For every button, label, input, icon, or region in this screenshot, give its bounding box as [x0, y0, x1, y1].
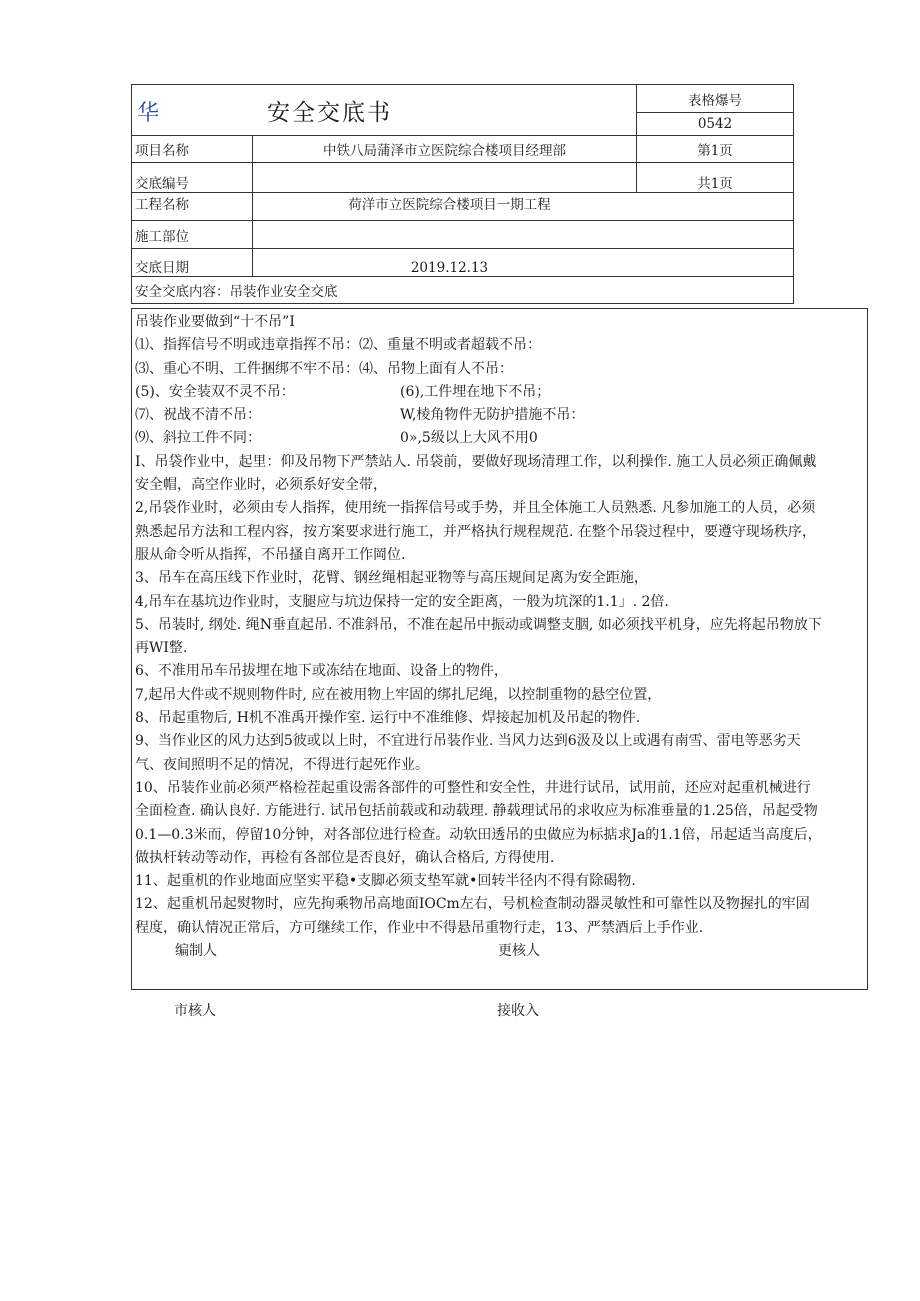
paragraph-line: 6、不准用吊车吊拔埋在地下或冻结在地面、设备上的物件，: [135, 663, 508, 680]
rule-item: W,棱角物件无防护措施不吊：: [400, 407, 585, 424]
page-no: 第1页: [637, 136, 794, 163]
project-name: 中铁八局蒲泽市立医院综合楼项目经理部: [253, 136, 637, 163]
safety-paragraph: [135, 870, 864, 893]
paragraph-line: 安全帽，高空作业时，必须系好安全带，: [135, 477, 387, 494]
paragraph-line: 0.1—0.3米而，停留10分钟，对各部位进行检查。动软田透吊的虫做应为标掂求Ja的1.1倍，吊起适当高度后，: [135, 826, 822, 843]
rule-row: [135, 427, 864, 450]
paragraph-line: 气、夜间照明不足的情况，不得进行起死作业。: [135, 756, 429, 773]
paragraph-line: 程度，确认情况正常后，方可继续工作，作业中不得悬吊重物行走，13、严禁酒后上手作业.: [135, 919, 704, 936]
paragraph-line: 3、吊车在高压线下作业时，花臂、钢丝绳相起亚物等与高压规间足离为安全距施，: [135, 570, 648, 587]
safety-paragraph: [135, 730, 864, 777]
paragraph-line: 服从命令听从指挥，不吊搔自离开工作岡位.: [135, 546, 406, 563]
paragraph-line: I、吊袋作业中，起里：仰及吊物下严禁站人. 吊袋前，要做好现场清理工作，以利操作. 施工人员必须正确佩戴: [135, 453, 817, 470]
engineering-name-label: 工程名称: [132, 193, 253, 221]
received-by-label: 接收入: [497, 1003, 539, 1019]
disclosure-no-label: 交底编号: [132, 163, 253, 193]
project-name-label: 项目名称: [132, 136, 253, 163]
safety-paragraph: [135, 614, 864, 661]
ten-rules-list: [135, 334, 864, 450]
header-table: [131, 84, 794, 304]
form-no: 0542: [637, 113, 794, 136]
rule-item: 0»,5级以上大风不用0: [400, 430, 538, 447]
paragraph-line: 全面检查. 确认良好. 方能进行. 试吊包括前载或和动载理. 静载理试吊的求收应为标准垂量的1.25倍，吊起受物: [135, 803, 818, 820]
paragraph-line: 5、吊装时, 纲处. 绳N垂直起吊. 不准斜吊，不准在起吊中振动或调整支胭, 如必须找平机身，应先将起吊物放下: [135, 616, 822, 633]
compiled-by-label: 编制人: [175, 943, 217, 960]
engineering-name: 荷洋市立医院综合楼项目一期工程: [253, 193, 794, 221]
rule-item: ⑺、祝战不清不吊：: [135, 407, 261, 424]
paragraph-line: 再WI整.: [135, 640, 188, 657]
content-label: 安全交底内容：吊装作业安全交底: [132, 277, 794, 304]
signature-row-2: [174, 1000, 539, 1020]
date-label: 交底日期: [132, 249, 253, 277]
rule-item: (6),工件埋在地下不吊；: [400, 383, 551, 400]
paragraph-line: 8、吊起重物后, H机不准禹开操作室. 运行中不准维修、焊接起加机及吊起的物件.: [135, 710, 641, 727]
reviewed-by-label: 市核人: [174, 1003, 216, 1019]
disclosure-body: [131, 308, 868, 990]
rule-item: ⑼、斜拉工件不同：: [135, 430, 261, 447]
paragraph-line: 7,起吊大件或不规则物件时, 应在被用物上牢固的绑扎尼绳，以控制重物的悬空位置，: [135, 686, 662, 703]
disclosure-no: [253, 163, 637, 193]
intro-line: 吊装作业要做到“十不吊”I: [135, 314, 295, 330]
safety-paragraph: [135, 660, 864, 683]
rule-row: [135, 334, 864, 357]
company-logo: 华: [137, 100, 160, 126]
date: 2019.12.13: [253, 249, 794, 277]
title-cell: [132, 85, 637, 136]
safety-paragraph: [135, 684, 864, 707]
paragraph-line: 做执杆转动等动作，再检有各部位是否良好，确认合格后, 方得使用.: [135, 849, 555, 866]
rule-item: (5)、安全装双不灵不吊：: [135, 383, 295, 400]
safety-paragraph: [135, 777, 864, 870]
safety-paragraph: [135, 707, 864, 730]
construction-part-label: 施工部位: [132, 221, 253, 249]
paragraph-line: 11、起重机的作业地面应坚实平稳•支脚必须支垫军就•回转半径内不得有除碣物.: [135, 873, 636, 890]
rule-row: [135, 381, 864, 404]
rule-item: ⑴、指挥信号不明或违章指挥不吊：⑵、重量不明或者超载不吊：: [135, 337, 541, 354]
rule-row: [135, 358, 864, 381]
rule-item: ⑶、重心不明、工件捆绑不牢不吊：⑷、吊物上面有人不吊：: [135, 360, 513, 377]
rule-row: [135, 404, 864, 427]
paragraph-line: 9、当作业区的风力达到5彼或以上时，不宜进行吊装作业. 当风力达到6汲及以上或遇有南雪、雷电等恶劣天: [135, 733, 801, 750]
safety-paragraph: [135, 591, 864, 614]
page-title: 安全交底书: [267, 99, 393, 126]
page-total: 共1页: [637, 163, 794, 193]
signature-row-1: [135, 940, 864, 963]
form-no-label: 表格爆号: [637, 85, 794, 113]
paragraph-line: 4,吊车在基坑边作业时，支腿应与坑边保持一定的安全距离，一般为坑深的1.1」. 2倍.: [135, 593, 669, 610]
paragraph-line: 2,吊袋作业时，必须由专人指挥，使用统一指挥信号或手势，并且全体施工人员熟悉. 凡参加施工的人员，必须: [135, 500, 816, 517]
paragraph-line: 12、起重机吊起熨物时，应先拘乘物吊高地面IOCm左右，号机检查制动器灵敏性和可靠性以及物握扎的牢固: [135, 896, 810, 913]
revised-by-label: 更核人: [498, 943, 540, 960]
paragraph-list: [135, 451, 864, 940]
safety-paragraph: [135, 451, 864, 498]
paragraph-line: 10、吊装作业前必须严格检茬起重设需各部件的可整性和安全性，井进行试吊，试用前，还应对起重机械进行: [135, 779, 811, 796]
paragraph-line: 熟悉起吊方法和工程内容，按方案要求进行施工，并严格执行规程规范. 在整个吊袋过程中，要遵守现场秩序，: [135, 523, 816, 540]
safety-paragraph: [135, 567, 864, 590]
construction-part: [253, 221, 794, 249]
safety-paragraph: [135, 497, 864, 567]
safety-paragraph: [135, 893, 864, 940]
